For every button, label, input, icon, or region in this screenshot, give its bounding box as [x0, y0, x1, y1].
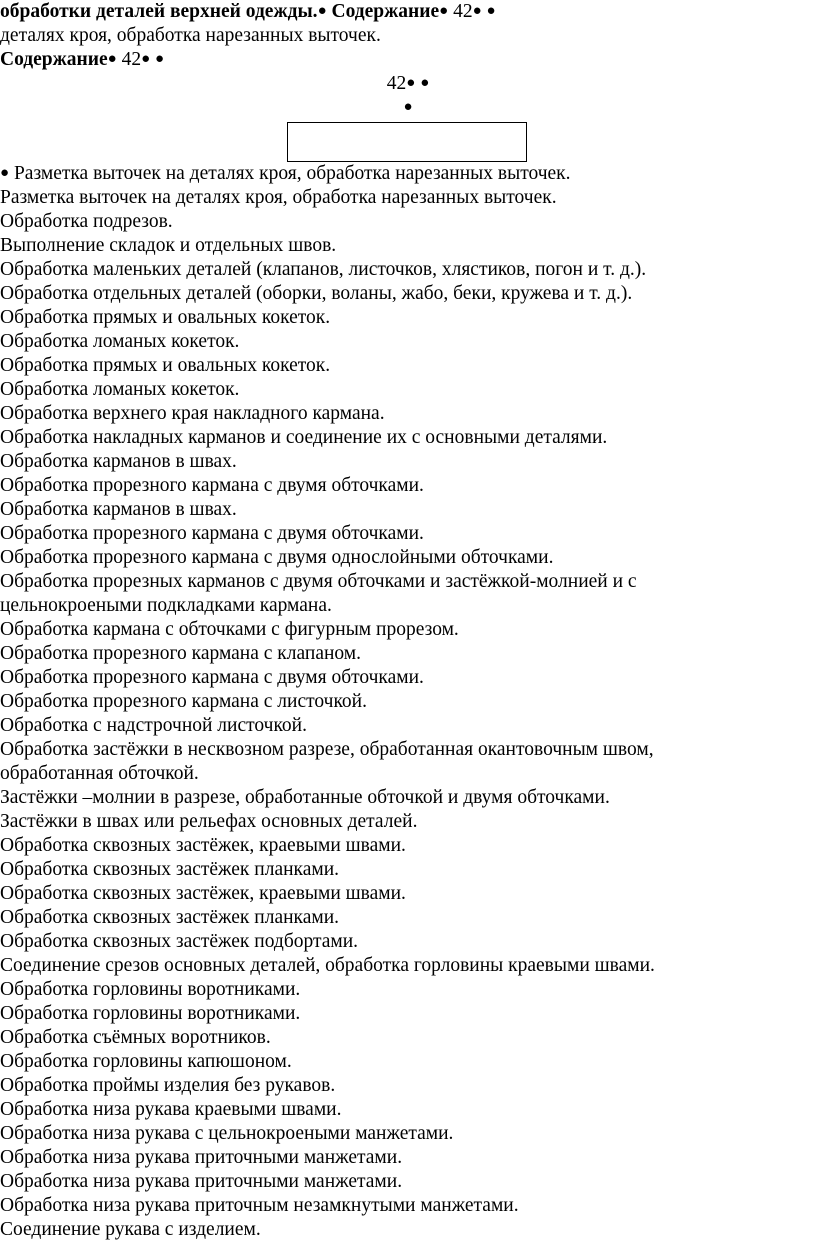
list-item: Обработка накладных карманов и соединение их с основными деталями.: [0, 427, 608, 448]
list-item: Обработка низа рукава приточным незамкнутыми манжетами.: [0, 1195, 519, 1216]
bullet-icon: ●: [0, 165, 10, 181]
list-item: Обработка застёжки в несквозном разрезе, обработанная окантовочным швом,: [0, 739, 654, 760]
bullet-icon: ●: [141, 51, 151, 67]
header-line-3: [0, 48, 816, 72]
list-item: Обработка низа рукава приточными манжетами.: [0, 1147, 403, 1168]
header-line-1-num: 42: [448, 1, 473, 22]
list-item: Обработка с надстрочной листочкой.: [0, 715, 307, 736]
bullet-icon: ●: [403, 99, 413, 115]
contents-list: [0, 186, 816, 1242]
list-item: Обработка низа рукава приточными манжетами.: [0, 1171, 403, 1192]
list-item: Обработка кармана с обточками с фигурным прорезом.: [0, 619, 459, 640]
list-item: Обработка прорезного кармана с двумя обточками.: [0, 667, 424, 688]
list-item: Обработка маленьких деталей (клапанов, листочков, хлястиков, погон и т. д.).: [0, 259, 647, 280]
center-bullet-line: [0, 96, 816, 120]
bullet-icon: ●: [420, 75, 430, 91]
bullet-icon: ●: [317, 3, 327, 19]
center-page-number: [0, 72, 816, 96]
header-line-3-num: 42: [116, 49, 142, 70]
center-num: 42: [386, 73, 407, 94]
list-item: Обработка прямых и овальных кокеток.: [0, 355, 331, 376]
list-item: Обработка прорезного кармана с клапаном.: [0, 643, 362, 664]
header-line-1-contents: Содержание: [326, 1, 440, 22]
list-item: Выполнение складок и отдельных швов.: [0, 235, 337, 256]
list-item: Застёжки в швах или рельефах основных деталей.: [0, 811, 418, 832]
list-item: Обработка низа рукава краевыми швами.: [0, 1099, 342, 1120]
list-item: Обработка карманов в швах.: [0, 451, 237, 472]
first-list-item-text: Разметка выточек на деталях кроя, обработка нарезанных выточек.: [9, 163, 571, 184]
list-item: Обработка ломаных кокеток.: [0, 331, 240, 352]
list-item: Обработка отдельных деталей (оборки, воланы, жабо, беки, кружева и т. д.).: [0, 283, 633, 304]
bullet-icon: ●: [406, 75, 416, 91]
list-item: Обработка горловины воротниками.: [0, 1003, 301, 1024]
bullet-icon: ●: [155, 51, 165, 67]
bullet-icon: ●: [439, 3, 449, 19]
list-item: Обработка сквозных застёжек планками.: [0, 907, 340, 928]
list-item: Обработка горловины капюшоном.: [0, 1051, 292, 1072]
list-item: Обработка сквозных застёжек планками.: [0, 859, 340, 880]
list-item: Обработка прорезных карманов с двумя обточками и застёжкой-молнией и с: [0, 571, 637, 592]
list-item: Обработка сквозных застёжек подбортами.: [0, 931, 359, 952]
header-line-1: [0, 0, 816, 24]
list-item: Обработка прорезного кармана с двумя обточками.: [0, 523, 424, 544]
list-item: Обработка прямых и овальных кокеток.: [0, 307, 331, 328]
list-item: Обработка съёмных воротников.: [0, 1027, 271, 1048]
list-item: Обработка горловины воротниками.: [0, 979, 301, 1000]
list-item: Обработка проймы изделия без рукавов.: [0, 1075, 336, 1096]
list-item: цельнокроеными подкладками кармана.: [0, 595, 332, 616]
list-item: Обработка сквозных застёжек, краевыми швами.: [0, 835, 406, 856]
list-item: Обработка верхнего края накладного кармана.: [0, 403, 385, 424]
list-item: Обработка сквозных застёжек, краевыми швами.: [0, 883, 406, 904]
list-item: Обработка прорезного кармана с двумя обточками.: [0, 475, 424, 496]
list-item: Застёжки –молнии в разрезе, обработанные обточкой и двумя обточками.: [0, 787, 610, 808]
list-item: Обработка низа рукава с цельнокроеными манжетами.: [0, 1123, 454, 1144]
list-item: Обработка карманов в швах.: [0, 499, 237, 520]
list-item: Соединение рукава с изделием.: [0, 1219, 261, 1240]
list-item: Обработка прорезного кармана с двумя однослойными обточками.: [0, 547, 554, 568]
bullet-icon: ●: [486, 3, 496, 19]
list-item: Соединение срезов основных деталей, обработка горловины краевыми швами.: [0, 955, 655, 976]
list-item: Разметка выточек на деталях кроя, обработка нарезанных выточек.: [0, 187, 557, 208]
list-item: обработанная обточкой.: [0, 763, 199, 784]
list-item: Обработка подрезов.: [0, 211, 173, 232]
list-item: Обработка прорезного кармана с листочкой.: [0, 691, 367, 712]
contents-heading: Содержание: [0, 49, 108, 70]
blank-box: [287, 122, 527, 162]
bullet-icon: ●: [107, 51, 117, 67]
first-list-item: [0, 162, 816, 186]
header-line-2: деталях кроя, обработка нарезанных выточек.: [0, 25, 381, 46]
bullet-icon: ●: [472, 3, 482, 19]
list-item: Обработка ломаных кокеток.: [0, 379, 240, 400]
header-line-1-bold: обработки деталей верхней одежды.: [0, 1, 318, 22]
